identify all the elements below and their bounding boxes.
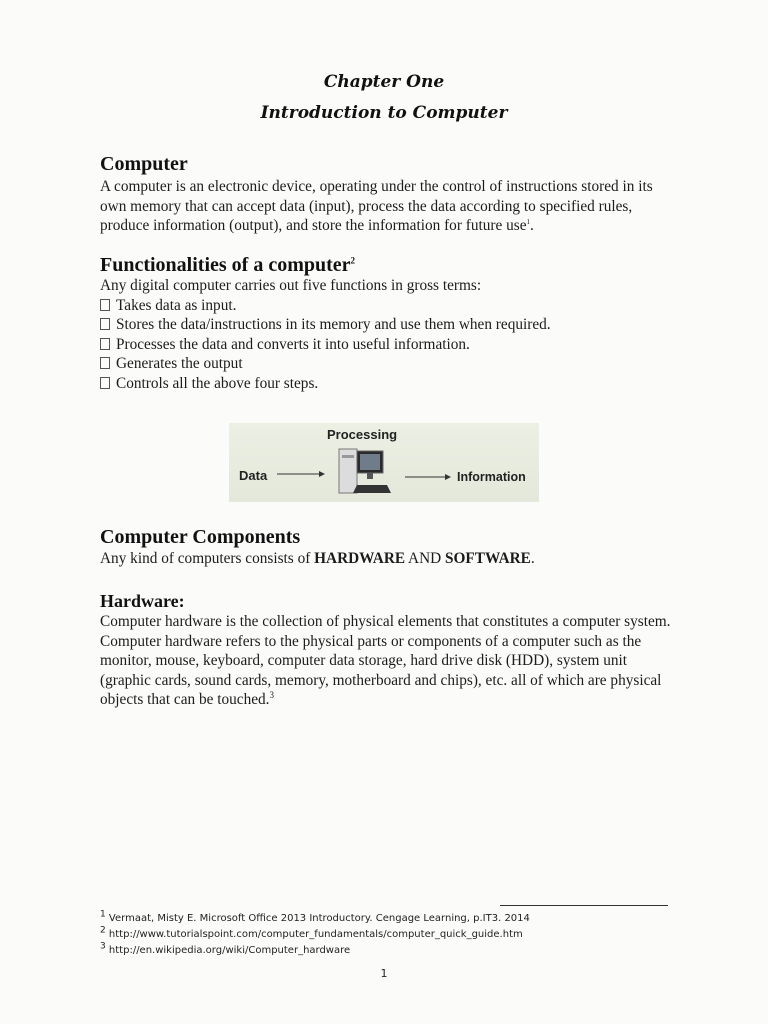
period: . bbox=[530, 550, 535, 567]
list-item bbox=[100, 335, 680, 355]
computer-definition bbox=[100, 177, 680, 236]
heading-components: Computer Components bbox=[100, 526, 301, 548]
footnote-ref-2[interactable]: 2 bbox=[350, 255, 356, 266]
list-item-text: Generates the output bbox=[116, 355, 243, 372]
components-text bbox=[100, 549, 680, 569]
keyboard-icon bbox=[353, 485, 391, 493]
footnote-number: 1 bbox=[100, 909, 106, 920]
list-item-text: Processes the data and converts it into useful information. bbox=[116, 335, 470, 353]
footnote-separator bbox=[500, 905, 668, 906]
footnote-text: Vermaat, Misty E. Microsoft Office 2013 Introductory. Cengage Learning, p.IT3. 2014 bbox=[108, 913, 530, 924]
functionalities-list bbox=[100, 276, 680, 393]
diagram-label-processing: Processing bbox=[327, 427, 398, 442]
list-item-text: Stores the data/instructions in its memory and use them when required. bbox=[116, 316, 551, 333]
bullet-box-icon bbox=[100, 338, 110, 350]
footnote-ref-3[interactable]: 3 bbox=[269, 689, 274, 700]
list-item bbox=[100, 374, 680, 394]
components-text-start: Any kind of computers consists of bbox=[100, 550, 315, 567]
footnote-number: 3 bbox=[100, 941, 106, 952]
footnote-ref-1[interactable]: 1 bbox=[526, 217, 530, 226]
computer-definition-text: A computer is an electronic device, operating under the control of instructions stored in its own memory that can accept data (input), process the data according to specified rules, produce information (output), and store the information for future use bbox=[100, 178, 653, 234]
chapter-title: Chapter One bbox=[323, 72, 445, 92]
period: . bbox=[530, 217, 534, 234]
footnote-link[interactable]: http://www.tutorialspoint.com/computer_fundamentals/computer_quick_guide.htm bbox=[108, 929, 523, 940]
footnote-link[interactable]: http://en.wikipedia.org/wiki/Computer_hardware bbox=[108, 945, 351, 956]
footnote-2 bbox=[100, 927, 700, 943]
footnote-3 bbox=[100, 943, 700, 959]
heading-functionalities-text: Functionalities of a computer bbox=[100, 254, 351, 276]
list-item bbox=[100, 296, 680, 316]
diagram-label-information: Information bbox=[457, 470, 526, 484]
hardware-definition bbox=[100, 612, 680, 710]
bullet-box-icon bbox=[100, 299, 110, 311]
processing-diagram bbox=[229, 423, 539, 502]
page-number: 1 bbox=[380, 967, 388, 980]
bullet-box-icon bbox=[100, 318, 110, 330]
software-keyword: SOFTWARE bbox=[445, 550, 531, 567]
hardware-definition-text: Computer hardware is the collection of physical elements that constitutes a computer system. Computer hardware refers to the physical parts or components of a computer such as the monitor, mouse, keyboard, computer data storage, hard drive disk (HDD), system unit (graphic cards, sound cards, memory, motherboard and chips), etc. all of which are physical objects that can be touched. bbox=[100, 613, 671, 708]
functionalities-intro: Any digital computer carries out five functions in gross terms: bbox=[100, 277, 482, 294]
heading-functionalities bbox=[100, 253, 355, 277]
drive-bay bbox=[342, 455, 354, 458]
footnote-1 bbox=[100, 911, 700, 927]
heading-hardware: Hardware: bbox=[100, 591, 185, 611]
list-item bbox=[100, 354, 680, 374]
arrow-head-icon bbox=[319, 471, 325, 477]
footnotes bbox=[100, 911, 700, 959]
list-item-text: Takes data as input. bbox=[116, 296, 237, 314]
arrow-head-icon bbox=[445, 474, 451, 480]
monitor-stand bbox=[367, 473, 373, 479]
heading-computer: Computer bbox=[100, 153, 188, 175]
list-item-text: Controls all the above four steps. bbox=[116, 374, 319, 392]
components-and: AND bbox=[405, 550, 446, 567]
monitor-screen bbox=[360, 454, 380, 470]
footnote-number: 2 bbox=[100, 925, 106, 936]
chapter-subtitle: Introduction to Computer bbox=[260, 103, 508, 123]
bullet-box-icon bbox=[100, 377, 110, 389]
hardware-keyword: HARDWARE bbox=[314, 550, 406, 567]
list-item bbox=[100, 315, 680, 335]
diagram-label-data: Data bbox=[239, 468, 268, 483]
bullet-box-icon bbox=[100, 357, 110, 369]
